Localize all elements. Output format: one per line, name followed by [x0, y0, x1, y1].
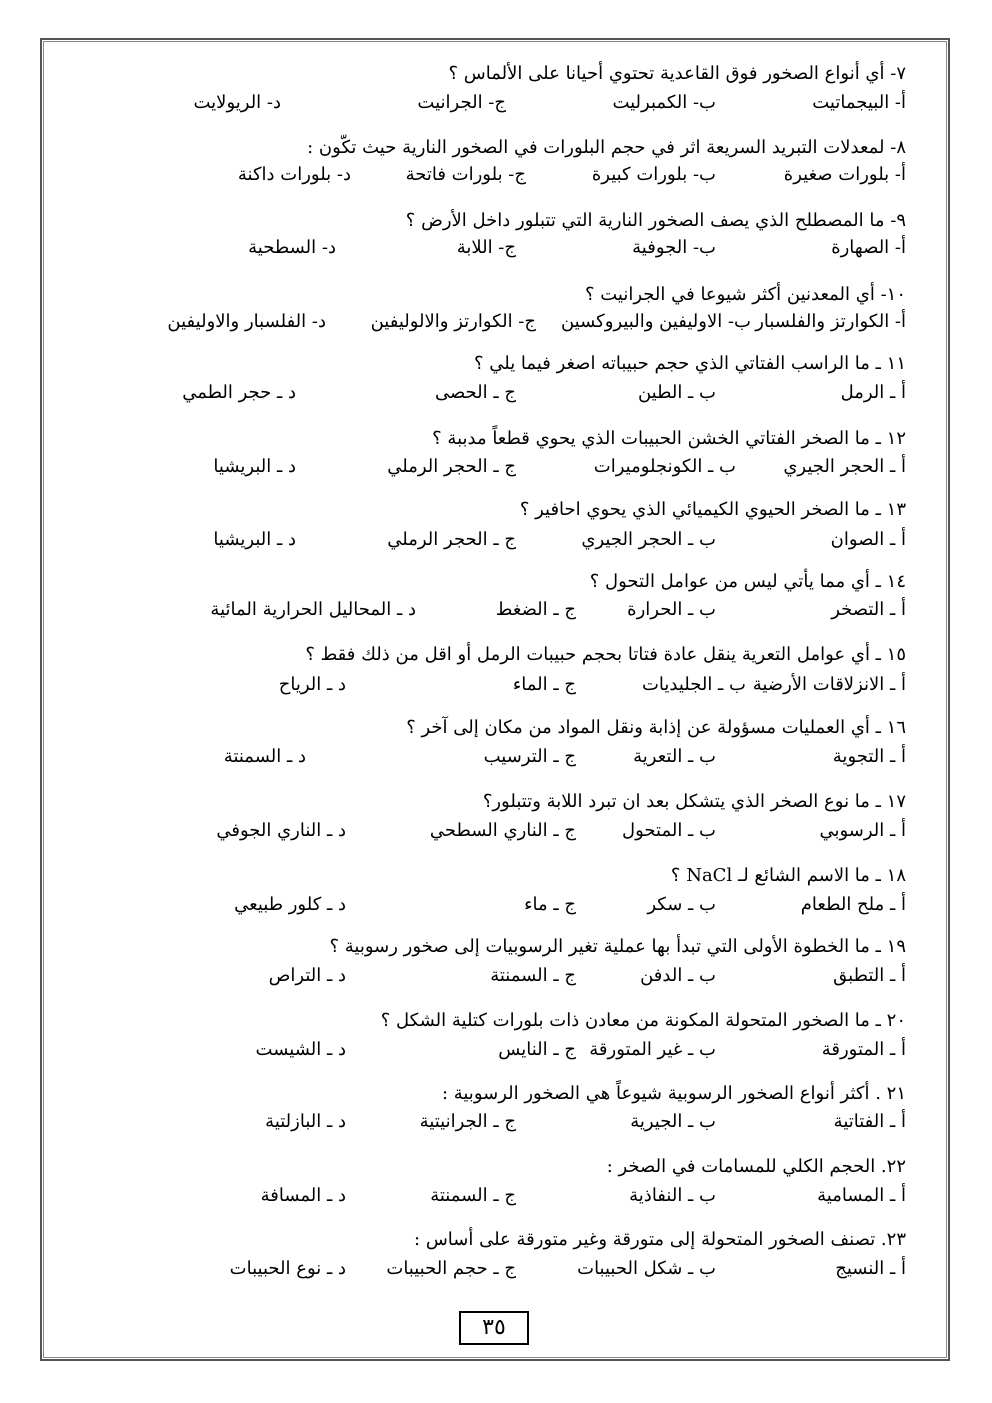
option-a: أ ـ التطبق [833, 965, 906, 986]
question-12: ١٢ ـ ما الصخر الفتاتي الخشن الحبيبات الذي يحوي قطعاً مدببة ؟ [432, 428, 906, 449]
option-c: ج ـ السمنتة [490, 965, 576, 986]
option-a: أ ـ التصخر [831, 599, 906, 620]
options-12 [60, 455, 906, 479]
question-10: ١٠- أي المعدنين أكثر شيوعا في الجرانيت ؟ [584, 284, 906, 305]
question-7: ٧- أي أنواع الصخور فوق القاعدية تحتوي أحيانا على الألماس ؟ [448, 63, 906, 84]
option-a: أ ـ الفتاتية [833, 1111, 906, 1132]
option-c: ج ـ الحصى [434, 382, 516, 403]
option-b: ب- الكمبرليت [612, 92, 716, 113]
options-16 [60, 745, 906, 769]
options-14 [40, 598, 906, 622]
option-d: د- الفلسبار والاوليفين [167, 311, 326, 332]
option-c: ج ـ السمنتة [430, 1185, 516, 1206]
question-16: ١٦ ـ أي العمليات مسؤولة عن إذابة ونقل المواد من مكان إلى آخر ؟ [406, 717, 906, 738]
options-9 [60, 236, 906, 260]
option-c: ج ـ الماء [512, 674, 576, 695]
option-c: ج ـ الحجر الرملي [387, 529, 516, 550]
option-d: د ـ التراص [268, 965, 346, 986]
options-8 [60, 163, 906, 187]
options-11 [60, 381, 906, 405]
question-11: ١١ ـ ما الراسب الفتاتي الذي حجم حبيباته اصغر فيما يلي ؟ [473, 353, 906, 374]
option-c: ج ـ حجم الحبيبات [386, 1258, 516, 1279]
question-18: ١٨ ـ ما الاسم الشائع لـ NaCl ؟ [670, 865, 906, 886]
option-a: أ ـ الرمل [840, 382, 906, 403]
option-d: د ـ كلور طبيعي [234, 894, 346, 915]
option-d: د ـ حجر الطمي [182, 382, 296, 403]
options-15 [60, 673, 906, 697]
option-c: ج ـ ماء [524, 894, 576, 915]
question-8: ٨- لمعدلات التبريد السريعة اثر في حجم البلورات في الصخور النارية حيث تكّون : [307, 137, 906, 158]
option-b: ب ـ المتحول [622, 820, 716, 841]
option-c: ج ـ الضغط [495, 599, 576, 620]
option-b: ب ـ الدفن [640, 965, 716, 986]
options-10 [40, 310, 906, 334]
option-a: أ ـ الرسوبي [819, 820, 906, 841]
question-15: ١٥ ـ أي عوامل التعرية ينقل عادة فتاتا بحجم حبيبات الرمل أو اقل من ذلك فقط ؟ [305, 644, 906, 665]
option-d: د ـ نوع الحبيبات [229, 1258, 346, 1279]
option-d: د ـ السمنتة [223, 746, 306, 767]
question-13: ١٣ ـ ما الصخر الحيوي الكيميائي الذي يحوي احافير ؟ [519, 499, 906, 520]
option-a: أ- الكوارتز والفلسبار [755, 311, 906, 332]
option-a: أ ـ الانزلاقات الأرضية [752, 674, 906, 695]
option-d: د ـ المسافة [260, 1185, 346, 1206]
option-b: ب ـ الحرارة [627, 599, 716, 620]
option-b: ب ـ غير المتورقة [589, 1039, 716, 1060]
option-c: ج ـ الناري السطحي [429, 820, 576, 841]
option-d: د ـ البريشيا [213, 529, 296, 550]
option-d: د ـ الشيست [255, 1039, 346, 1060]
option-d: د ـ البازلتية [265, 1111, 346, 1132]
option-b: ب ـ الجليديات [641, 674, 746, 695]
option-a: أ ـ المسامية [817, 1185, 906, 1206]
option-b: ب- الاوليفين والبيروكسين [560, 311, 751, 332]
option-a: أ- بلورات صغيرة [783, 164, 906, 185]
option-b: ب ـ الطين [637, 382, 716, 403]
options-13 [60, 528, 906, 552]
option-b: ب ـ التعرية [633, 746, 716, 767]
option-a: أ ـ ملح الطعام [800, 894, 906, 915]
option-b: ب ـ شكل الحبيبات [577, 1258, 716, 1279]
option-c: ج ـ الجرانيتية [419, 1111, 516, 1132]
question-14: ١٤ ـ أي مما يأتي ليس من عوامل التحول ؟ [589, 571, 906, 592]
option-b: ب ـ الجيرية [630, 1111, 716, 1132]
option-b: ب ـ الكونجلوميرات [593, 456, 736, 477]
option-c: ج- الكوارتز والالوليفين [370, 311, 536, 332]
option-a: أ ـ النسيج [835, 1258, 906, 1279]
option-a: أ ـ الحجر الجيري [783, 456, 906, 477]
option-d: د- السطحية [248, 237, 336, 258]
option-a: أ- البيجماتيت [812, 92, 906, 113]
option-b: ب ـ الحجر الجيري [581, 529, 716, 550]
question-20: ٢٠ ـ ما الصخور المتحولة المكونة من معادن ذات بلورات كتلية الشكل ؟ [380, 1010, 906, 1031]
option-a: أ ـ المتورقة [821, 1039, 906, 1060]
option-c: ج- الجرانيت [417, 92, 506, 113]
option-b: ب- الجوفية [632, 237, 716, 258]
options-19 [60, 964, 906, 988]
question-19: ١٩ ـ ما الخطوة الأولى التي تبدأ بها عملية تغير الرسوبيات إلى صخور رسوبية ؟ [329, 936, 906, 957]
question-23: ٢٣. تصنف الصخور المتحولة إلى متورقة وغير متورقة على أساس : [414, 1229, 906, 1250]
option-b: ب ـ سكر [647, 894, 716, 915]
options-18 [60, 893, 906, 917]
page-number: ٣٥ [459, 1311, 529, 1345]
options-17 [60, 819, 906, 843]
question-22: ٢٢. الحجم الكلي للمسامات في الصخر : [606, 1156, 906, 1177]
option-d: د ـ الرياح [278, 674, 346, 695]
option-c: ج ـ الترسيب [483, 746, 576, 767]
option-a: أ ـ التجوية [832, 746, 906, 767]
option-a: أ ـ الصوان [830, 529, 906, 550]
option-c: ج- اللابة [456, 237, 516, 258]
options-23 [60, 1257, 906, 1281]
option-c: ج ـ الحجر الرملي [387, 456, 516, 477]
options-20 [60, 1038, 906, 1062]
option-b: ب ـ النفاذية [629, 1185, 716, 1206]
option-c: ج ـ النايس [498, 1039, 576, 1060]
option-b: ب- بلورات كبيرة [591, 164, 716, 185]
option-d: د- بلورات داكنة [237, 164, 351, 185]
option-d: د ـ الناري الجوفي [216, 820, 346, 841]
options-21 [60, 1110, 906, 1134]
options-22 [60, 1184, 906, 1208]
option-c: ج- بلورات فاتحة [405, 164, 526, 185]
option-d: د ـ البريشيا [213, 456, 296, 477]
question-9: ٩- ما المصطلح الذي يصف الصخور النارية التي تتبلور داخل الأرض ؟ [405, 210, 906, 231]
options-7 [60, 91, 906, 115]
option-d: د- الريولايت [193, 92, 281, 113]
question-17: ١٧ ـ ما نوع الصخر الذي يتشكل بعد ان تبرد اللابة وتتبلور؟ [482, 791, 906, 812]
option-a: أ- الصهارة [831, 237, 906, 258]
option-d: د ـ المحاليل الحرارية المائية [210, 599, 416, 620]
question-21: ٢١ . أكثر أنواع الصخور الرسوبية شيوعاً هي الصخور الرسوبية : [441, 1083, 906, 1104]
